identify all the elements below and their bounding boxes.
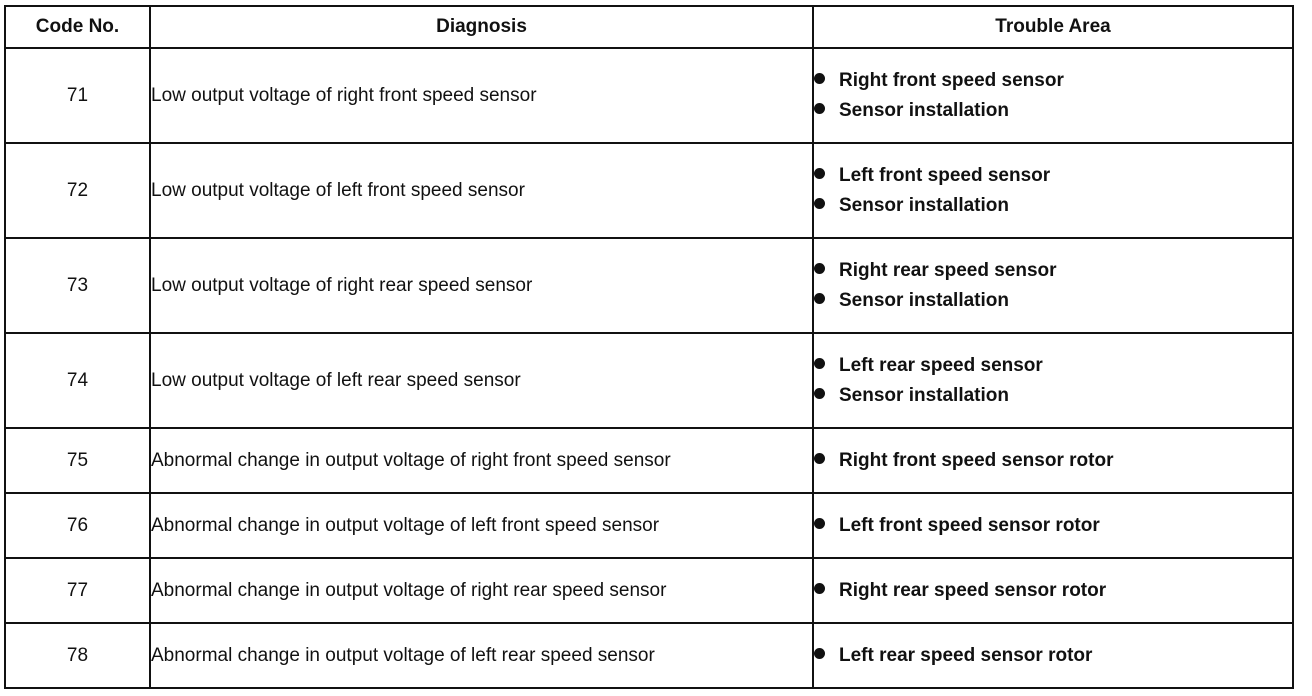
code-number-cell: 73 [5, 238, 150, 333]
trouble-area-text: Left front speed sensor [839, 164, 1051, 186]
header-trouble-area: Trouble Area [813, 6, 1293, 48]
code-number-cell: 78 [5, 623, 150, 688]
table-row [5, 143, 1293, 238]
trouble-area-list [814, 576, 1292, 606]
bullet-icon [814, 73, 825, 84]
bullet-icon [814, 358, 825, 369]
trouble-area-text: Left front speed sensor rotor [839, 514, 1100, 536]
trouble-area-cell [813, 48, 1293, 143]
diagnosis-cell: Low output voltage of right front speed sensor [150, 48, 813, 143]
trouble-area-cell [813, 333, 1293, 428]
code-number-cell: 75 [5, 428, 150, 493]
bullet-icon [814, 168, 825, 179]
list-item [814, 66, 1292, 96]
trouble-area-text: Sensor installation [839, 194, 1009, 216]
trouble-area-text: Right front speed sensor rotor [839, 449, 1114, 471]
trouble-area-list [814, 66, 1292, 126]
trouble-area-text: Right rear speed sensor [839, 259, 1057, 281]
table-body [5, 48, 1293, 688]
table-row [5, 48, 1293, 143]
code-number-cell: 74 [5, 333, 150, 428]
trouble-area-text: Right rear speed sensor rotor [839, 579, 1107, 601]
trouble-area-list [814, 351, 1292, 411]
list-item [814, 96, 1292, 126]
code-number-cell: 72 [5, 143, 150, 238]
code-number-cell: 77 [5, 558, 150, 623]
bullet-icon [814, 388, 825, 399]
diagnosis-cell: Low output voltage of left front speed sensor [150, 143, 813, 238]
table-row [5, 623, 1293, 688]
bullet-icon [814, 453, 825, 464]
diagnosis-cell: Abnormal change in output voltage of right rear speed sensor [150, 558, 813, 623]
bullet-icon [814, 198, 825, 209]
trouble-area-cell [813, 428, 1293, 493]
code-number-cell: 71 [5, 48, 150, 143]
list-item [814, 576, 1292, 606]
list-item [814, 191, 1292, 221]
diagnosis-cell: Low output voltage of left rear speed sensor [150, 333, 813, 428]
list-item [814, 161, 1292, 191]
list-item [814, 511, 1292, 541]
trouble-area-list [814, 256, 1292, 316]
table-row [5, 558, 1293, 623]
header-code-no: Code No. [5, 6, 150, 48]
bullet-icon [814, 263, 825, 274]
list-item [814, 381, 1292, 411]
code-number-cell: 76 [5, 493, 150, 558]
bullet-icon [814, 103, 825, 114]
trouble-area-text: Sensor installation [839, 384, 1009, 406]
diagnosis-cell: Abnormal change in output voltage of left rear speed sensor [150, 623, 813, 688]
trouble-area-text: Left rear speed sensor rotor [839, 644, 1093, 666]
trouble-area-list [814, 161, 1292, 221]
trouble-area-cell [813, 238, 1293, 333]
trouble-area-text: Right front speed sensor [839, 69, 1064, 91]
bullet-icon [814, 648, 825, 659]
trouble-area-list [814, 641, 1292, 671]
trouble-area-cell [813, 143, 1293, 238]
diagnosis-cell: Abnormal change in output voltage of left front speed sensor [150, 493, 813, 558]
list-item [814, 256, 1292, 286]
trouble-area-list [814, 446, 1292, 476]
trouble-area-text: Sensor installation [839, 289, 1009, 311]
diagnosis-cell: Abnormal change in output voltage of right front speed sensor [150, 428, 813, 493]
bullet-icon [814, 518, 825, 529]
trouble-area-list [814, 511, 1292, 541]
table-row [5, 493, 1293, 558]
diagnostic-code-table [4, 5, 1294, 689]
list-item [814, 351, 1292, 381]
table-row [5, 428, 1293, 493]
trouble-area-cell [813, 493, 1293, 558]
table-row [5, 333, 1293, 428]
trouble-area-cell [813, 623, 1293, 688]
list-item [814, 286, 1292, 316]
table-header-row [5, 6, 1293, 48]
bullet-icon [814, 583, 825, 594]
trouble-area-text: Left rear speed sensor [839, 354, 1043, 376]
document-page [4, 5, 1292, 691]
list-item [814, 641, 1292, 671]
trouble-area-text: Sensor installation [839, 99, 1009, 121]
trouble-area-cell [813, 558, 1293, 623]
diagnosis-cell: Low output voltage of right rear speed sensor [150, 238, 813, 333]
list-item [814, 446, 1292, 476]
table-row [5, 238, 1293, 333]
header-diagnosis: Diagnosis [150, 6, 813, 48]
bullet-icon [814, 293, 825, 304]
